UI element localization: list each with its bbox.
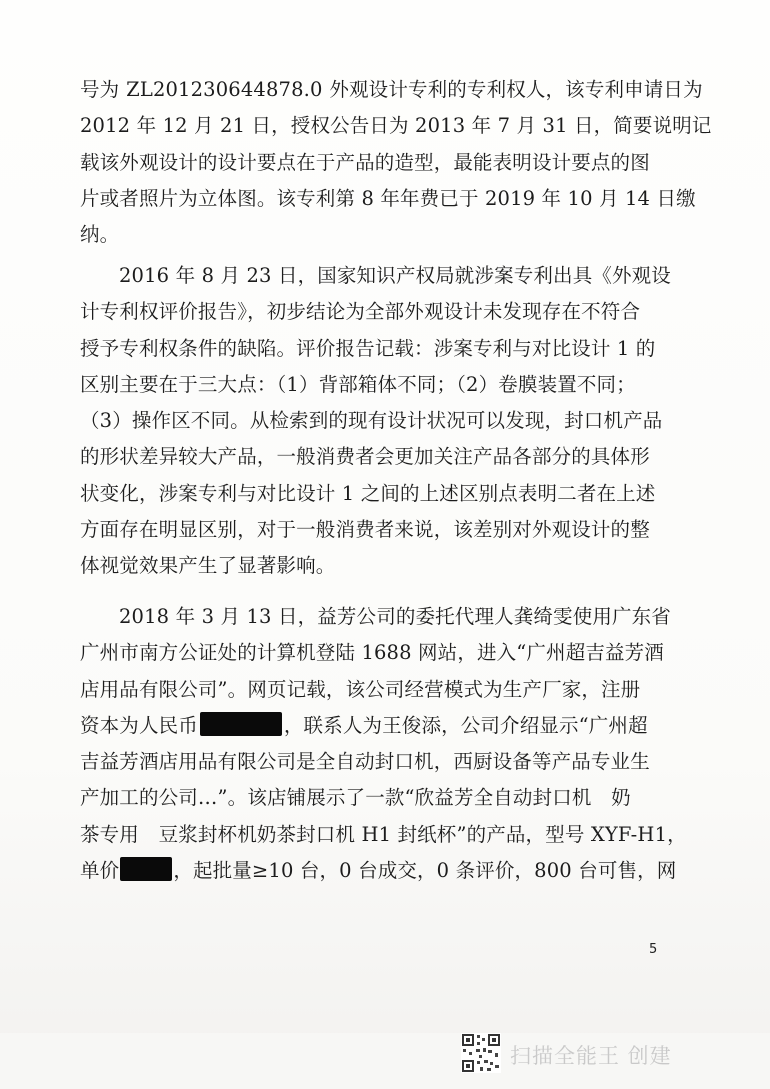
text-segment: ，联系人为王俊添，公司介绍显示“广州超 [283, 713, 648, 737]
text-segment: ，起批量≥10 台，0 台成交，0 条评价，800 台可售，网 [173, 859, 677, 883]
text-line: 授予专利权条件的缺陷。评价报告记载：涉案专利与对比设计 1 的 [80, 336, 656, 360]
text-line: 店用品有限公司”。网页记载，该公司经营模式为生产厂家，注册 [80, 677, 641, 701]
text-line: 状变化，涉案专利与对比设计 1 之间的上述区别点表明二者在上述 [80, 481, 656, 505]
text-segment: 单价 [80, 859, 120, 883]
redaction-box [200, 712, 282, 736]
text-line: 号为 ZL201230644878.0 外观设计专利的专利权人，该专利申请日为 [80, 78, 703, 101]
text-line: 计专利权评价报告》，初步结论为全部外观设计未发现存在不符合 [80, 300, 641, 324]
paragraph-notarized-evidence [80, 599, 690, 889]
text-line: 2018 年 3 月 13 日，益芳公司的委托代理人龚绮雯使用广东省 [119, 605, 671, 628]
text-line: 片或者照片为立体图。该专利第 8 年年费已于 2019 年 10 月 14 日缴 [80, 186, 696, 210]
text-line: 体视觉效果产生了显著影响。 [80, 554, 336, 578]
text-line: 载该外观设计的设计要点在于产品的造型，最能表明设计要点的图 [80, 150, 650, 174]
text-line: 2012 年 12 月 21 日，授权公告日为 2013 年 7 月 31 日，简要说明记 [80, 114, 712, 138]
scanner-brand-label: 扫描全能王 创建 [510, 1044, 672, 1068]
paragraph-patent-info [80, 72, 712, 253]
text-line-with-redaction [80, 853, 690, 889]
redaction-box [120, 857, 172, 881]
text-line: 2016 年 8 月 23 日，国家知识产权局就涉案专利出具《外观设 [119, 264, 671, 287]
text-line: 吉益芳酒店用品有限公司是全自动封口机，西厨设备等产品专业生 [80, 750, 650, 774]
text-line: 茶专用 豆浆封杯机奶茶封口机 H1 封纸杯”的产品，型号 XYF-H1， [80, 822, 687, 846]
text-segment: 资本为人民币 [80, 713, 198, 737]
qr-code-icon [461, 1033, 501, 1073]
text-line: 区别主要在于三大点：（1）背部箱体不同；（2）卷膜装置不同； [80, 372, 636, 396]
text-line: 纳。 [80, 223, 120, 247]
text-line: （3）操作区不同。从检索到的现有设计状况可以发现，封口机产品 [80, 409, 663, 433]
text-line: 广州市南方公证处的计算机登陆 1688 网站，进入“广州超吉益芳酒 [80, 641, 664, 665]
text-line: 产加工的公司…”。该店铺展示了一款“欣益芳全自动封口机 奶 [80, 786, 631, 810]
paragraph-evaluation-report [80, 258, 690, 585]
page-number: 5 [649, 942, 658, 957]
text-line: 的形状差异较大产品，一般消费者会更加关注产品各部分的具体形 [80, 445, 650, 469]
text-line-with-redaction [80, 708, 690, 744]
text-line: 方面存在明显区别，对于一般消费者来说，该差别对外观设计的整 [80, 518, 650, 542]
